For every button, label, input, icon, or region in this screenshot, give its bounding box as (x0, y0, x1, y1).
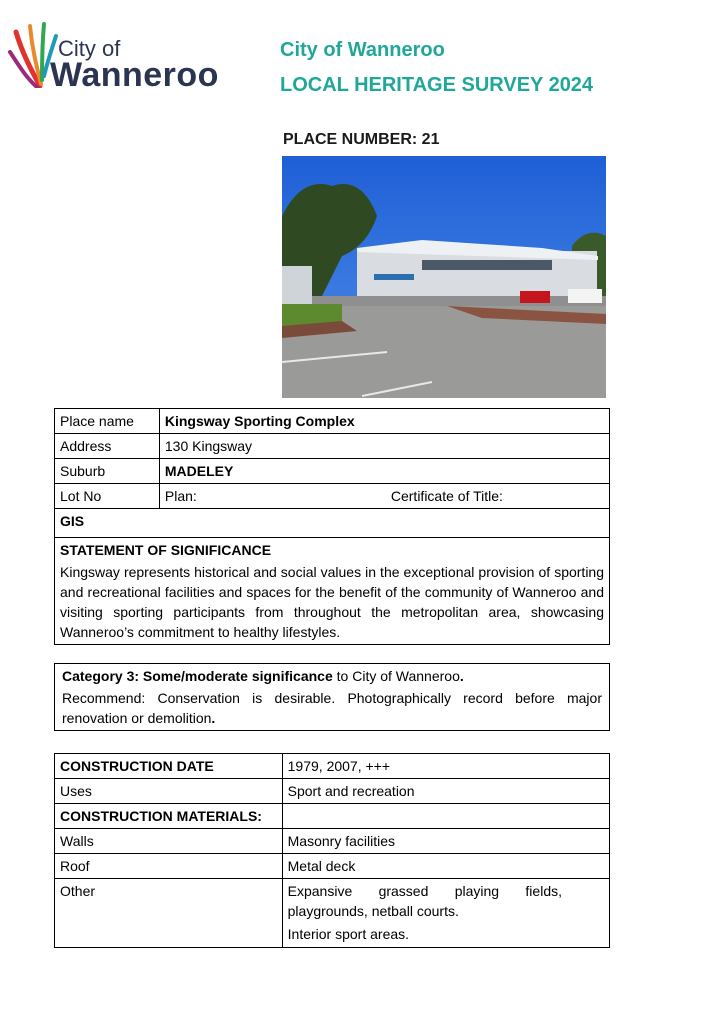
statement-cell (55, 538, 610, 645)
address-label: Address (55, 434, 160, 459)
other-value-1: Expansive grassed playing fields, playgrounds, netball courts. (287, 883, 562, 919)
category-rest: to City of Wanneroo (332, 668, 460, 684)
header-subtitle: LOCAL HERITAGE SURVEY 2024 (280, 74, 594, 96)
uses-value: Sport and recreation (282, 779, 609, 804)
gis-label: GIS (55, 509, 610, 538)
plan-label: Plan: (159, 484, 388, 509)
certificate-label: Certificate of Title: (388, 484, 610, 509)
other-label: Other (55, 879, 283, 948)
walls-label: Walls (55, 829, 283, 854)
lot-label: Lot No (55, 484, 160, 509)
address-value: 130 Kingsway (159, 434, 609, 459)
suburb-label: Suburb (55, 459, 160, 484)
table-row (55, 854, 610, 879)
table-row (55, 804, 610, 829)
recommend-line (62, 688, 602, 728)
roof-label: Roof (55, 854, 283, 879)
place-name-value: Kingsway Sporting Complex (159, 409, 609, 434)
table-row (55, 664, 610, 731)
category-period: . (459, 668, 464, 684)
construction-date-value: 1979, 2007, +++ (282, 754, 609, 779)
place-details-table (54, 408, 610, 645)
table-row (55, 879, 610, 948)
city-logo (8, 8, 228, 94)
table-row (55, 538, 610, 645)
place-photo (282, 156, 606, 398)
table-row (55, 509, 610, 538)
table-row (55, 459, 610, 484)
header-title: City of Wanneroo (280, 39, 445, 61)
table-row (55, 754, 610, 779)
recommend-period: . (211, 710, 216, 726)
table-row (55, 434, 610, 459)
table-row (55, 829, 610, 854)
category-label: Category 3: Some/moderate significance (62, 668, 333, 684)
roof-value: Metal deck (282, 854, 609, 879)
statement-text: Kingsway represents historical and social values in the exceptional provision of sporting and recreational facilities and spaces for the benefit of the community of Wanneroo and visiting sporting participants from throughout the metropolitan area, showcasing Wanneroo’s commitment to healthy lifestyles. (60, 564, 604, 640)
recommend-text: Recommend: Conservation is desirable. Photographically record before major renovation or demolition (62, 690, 602, 726)
place-name-label: Place name (55, 409, 160, 434)
other-value-2: Interior sport areas. (287, 926, 410, 942)
table-row (55, 484, 610, 509)
table-row (55, 779, 610, 804)
suburb-value: MADELEY (159, 459, 609, 484)
materials-label: CONSTRUCTION MATERIALS: (55, 804, 283, 829)
logo-line-1: City of (58, 36, 121, 61)
statement-heading: STATEMENT OF SIGNIFICANCE (60, 542, 272, 558)
table-row (55, 409, 610, 434)
uses-label: Uses (55, 779, 283, 804)
category-box (54, 663, 610, 731)
walls-value: Masonry facilities (282, 829, 609, 854)
construction-table (54, 753, 610, 948)
category-line (62, 666, 602, 686)
place-number: PLACE NUMBER: 21 (283, 131, 440, 148)
logo-line-2: Wanneroo (50, 56, 219, 94)
construction-date-label: CONSTRUCTION DATE (55, 754, 283, 779)
